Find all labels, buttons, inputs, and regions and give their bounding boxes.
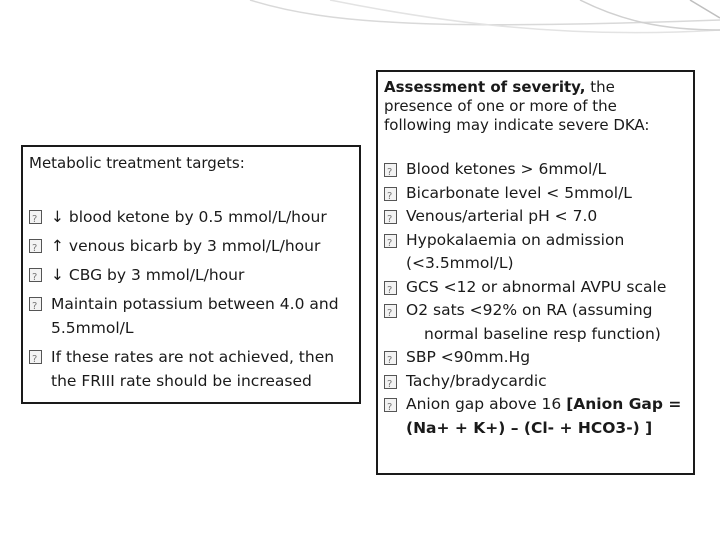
list-item: [384, 158, 687, 182]
list-item-text: Tachy/bradycardic: [406, 371, 547, 390]
list-item: [29, 345, 353, 393]
list-item: [384, 299, 687, 346]
list-item: [384, 182, 687, 206]
bullet-icon: [29, 268, 42, 282]
severity-heading-bold: Assessment of severity,: [384, 78, 586, 96]
list-item: [384, 393, 687, 440]
anion-gap-formula-label: [Anion Gap =: [566, 395, 682, 413]
list-item-text: GCS <12 or abnormal AVPU scale: [406, 277, 667, 296]
severity-heading-rest: the presence of one or more of the following may indicate severe DKA:: [384, 78, 650, 134]
severity-assessment-box: [376, 70, 695, 475]
list-item-text: Hypokalaemia on admission: [406, 230, 625, 249]
list-item-text: Blood ketones > 6mmol/L: [406, 160, 607, 178]
metabolic-targets-box: [21, 145, 361, 404]
list-item-text: Maintain potassium between 4.0 and 5.5mmol/L: [51, 295, 339, 337]
bullet-icon: [384, 351, 397, 365]
list-item-text: SBP <90mm.Hg: [406, 348, 531, 366]
list-item: [384, 205, 687, 229]
bullet-icon: [29, 239, 42, 253]
list-item-text: Anion gap above 16: [406, 395, 567, 413]
list-item-continuation: normal baseline resp function): [424, 324, 661, 343]
bullet-icon: [384, 163, 397, 177]
list-item-text: O2 sats <92% on RA (assuming: [406, 301, 653, 319]
list-item: [384, 276, 687, 300]
list-item-continuation: (<3.5mmol/L): [406, 254, 514, 272]
list-item: [29, 263, 353, 287]
metabolic-targets-list: [29, 205, 353, 393]
anion-gap-formula: (Na+ + K+) – (Cl- + HCO3-) ]: [406, 418, 653, 437]
bullet-icon: [384, 375, 397, 389]
list-item: [29, 205, 353, 229]
metabolic-targets-heading: Metabolic treatment targets:: [29, 154, 245, 172]
bullet-icon: [29, 210, 42, 224]
bullet-icon: [29, 350, 42, 364]
bullet-icon: [384, 187, 397, 201]
list-item: [29, 292, 353, 340]
list-item: [384, 229, 687, 276]
list-item-text: Bicarbonate level < 5mmol/L: [406, 183, 632, 202]
list-item: [384, 370, 687, 394]
list-item-text: Venous/arterial pH < 7.0: [406, 207, 598, 225]
severity-criteria-list: [384, 158, 687, 440]
list-item-text: If these rates are not achieved, then the FRIII rate should be increased: [51, 348, 335, 390]
list-item-text: ↓ blood ketone by 0.5 mmol/L/hour: [51, 208, 327, 226]
list-item: [384, 346, 687, 370]
bullet-icon: [384, 281, 397, 295]
bullet-icon: [384, 210, 397, 224]
list-item-text: ↑ venous bicarb by 3 mmol/L/hour: [51, 237, 321, 255]
bullet-icon: [29, 297, 42, 311]
list-item-text: ↓ CBG by 3 mmol/L/hour: [51, 266, 245, 284]
list-item: [29, 234, 353, 258]
bullet-icon: [384, 398, 397, 412]
bullet-icon: [384, 304, 397, 318]
severity-heading: [384, 78, 687, 135]
bullet-icon: [384, 234, 397, 248]
